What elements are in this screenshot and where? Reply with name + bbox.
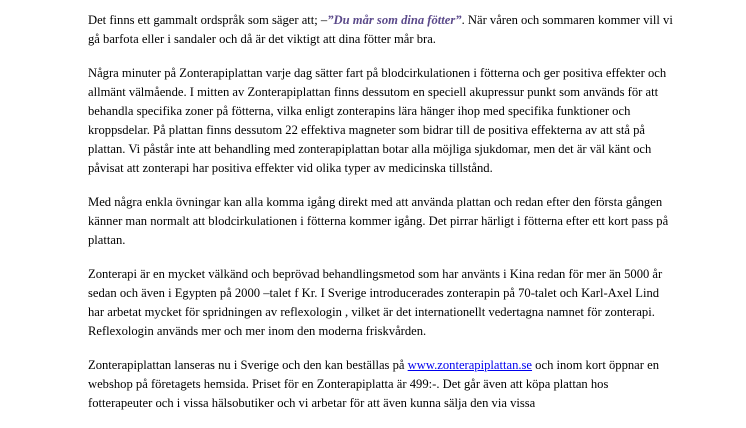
document-page bbox=[88, 11, 673, 428]
intro-text-end: . När våren och sommaren kommer vill vi gå barfota eller i sandaler och då är det viktigt att dina fötter mår bra. bbox=[88, 13, 673, 46]
intro-text-start: Det finns ett gammalt ordspråk som säger att; – bbox=[88, 13, 328, 27]
paragraph-history: Zonterapi är en mycket välkänd och beprövad behandlingsmetod som har använts i Kina redan för mer än 5000 år sedan och även i Egypten på 2000 –talet f Kr. I Sverige introducerades zonterapin på 70-talet och Karl-Axel Lind har arbetat mycket för spridningen av reflexologin , vilket är det internationellt vedertagna namnet för zonterapi. Reflexologin används mer och mer inom den moderna friskvården. bbox=[88, 267, 663, 338]
launch-text-end: och inom kort öppnar en webshop på företagets hemsida. Priset för en Zonterapiplatta är 499:-. Det går även att köpa plattan hos fotterapeuter och i vissa hälsobutiker och vi arbetar för att även kunna sälja den via vissa bbox=[88, 358, 659, 410]
paragraph-intro bbox=[88, 11, 673, 49]
proverb-quote: ”Du mår som dina fötter” bbox=[327, 13, 462, 27]
launch-text-start: Zonterapiplattan lanseras nu i Sverige och den kan beställas på bbox=[88, 358, 408, 372]
website-link[interactable]: www.zonterapiplattan.se bbox=[407, 358, 533, 372]
paragraph-exercises: Med några enkla övningar kan alla komma igång direkt med att använda plattan och redan efter den första gången känner man normalt att blodcirkulationen i fötterna kommer igång. Det pirrar härligt i fötterna efter ett kort pass på plattan. bbox=[88, 195, 669, 247]
paragraph-launch bbox=[88, 356, 673, 413]
paragraph-effects: Några minuter på Zonterapiplattan varje dag sätter fart på blodcirkulationen i fötterna och ger positiva effekter och allmänt välmående. I mitten av Zonterapiplattan finns dessutom en speciell akupressur punkt som används för att behandla specifika zoner på fötterna, vilka enligt zonterapins lära hänger ihop med specifika funktioner och kroppsdelar. På plattan finns dessutom 22 effektiva magneter som bidrar till de positiva effekterna av att stå på plattan. Vi påstår inte att behandling med zonterapiplattan botar alla möjliga sjukdomar, men det är väl känt och påvisat att zonterapi har positiva effekter vid olika typer av medicinska tillstånd. bbox=[88, 66, 667, 175]
